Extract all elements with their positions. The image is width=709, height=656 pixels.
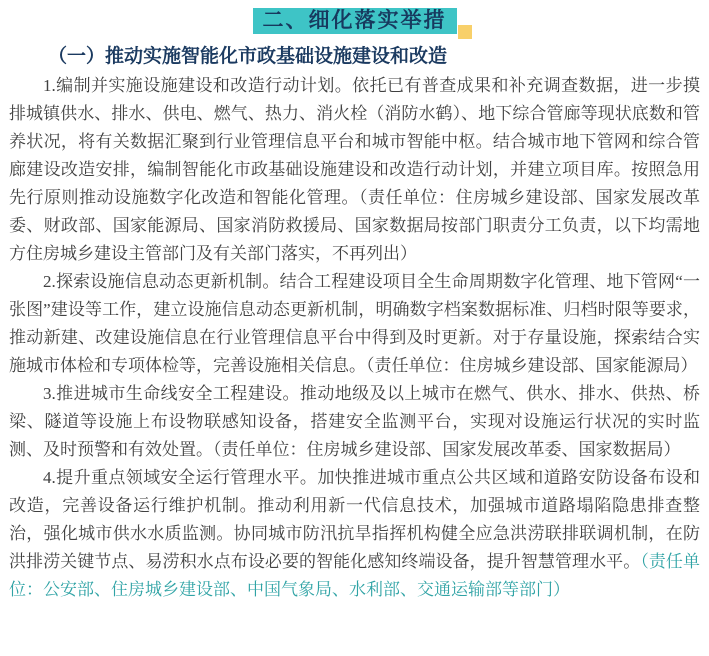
paragraph <box>9 464 700 604</box>
paragraph <box>9 380 700 464</box>
paragraph <box>9 268 700 380</box>
responsible-unit-text: （责任单位：公安部、住房城乡建设部、中国气象局、水利部、交通运输部等部门） <box>9 552 700 599</box>
accent-square-decoration <box>458 25 472 39</box>
section-heading: （一）推动实施智能化市政基础设施建设和改造 <box>48 46 448 67</box>
document-header <box>0 8 709 38</box>
paragraph <box>9 72 700 268</box>
paragraph-text: 2.探索设施信息动态更新机制。结合工程建设项目全生命周期数字化管理、地下管网“一张图”建设等工作，建立设施信息动态更新机制，明确数字档案数据标准、归档时限等要求，推动新建、改建设施信息在行业管理信息平台中得到及时更新。对于存量设施，探索结合实施城市体检和专项体检等，完善设施相关信息。（责任单位：住房城乡建设部、国家能源局） <box>9 272 700 375</box>
paragraph-text: 1.编制并实施设施建设和改造行动计划。依托已有普查成果和补充调查数据，进一步摸排城镇供水、排水、供电、燃气、热力、消火栓（消防水鹤）、地下综合管廊等现状底数和管养状况，将有关数据汇聚到行业管理信息平台和城市智能中枢。结合城市地下管网和综合管廊建设改造安排，编制智能化市政基础设施建设和改造行动计划，并建立项目库。按照急用先行原则推动设施数字化改造和智能化管理。（责任单位：住房城乡建设部、国家发展改革委、财政部、国家能源局、国家消防救援局、国家数据局按部门职责分工负责，以下均需地方住房城乡建设主管部门及有关部门落实，不再列出） <box>9 76 700 263</box>
paragraphs <box>9 72 700 604</box>
paragraph-text: 3.推进城市生命线安全工程建设。推动地级及以上城市在燃气、供水、排水、供热、桥梁、隧道等设施上布设物联感知设备，搭建安全监测平台，实现对设施运行状况的实时监测、及时预警和有效处置。（责任单位：住房城乡建设部、国家发展改革委、国家数据局） <box>9 384 700 459</box>
page-title <box>253 8 457 34</box>
paragraph-text: 4.提升重点领域安全运行管理水平。加快推进城市重点公共区域和道路安防设备布设和改造，完善设备运行维护机制。推动利用新一代信息技术，加强城市道路塌陷隐患排查整治，强化城市供水水质监测。协同城市防汛抗旱指挥机构健全应急洪涝联排联调机制，在防洪排涝关键节点、易涝积水点布设必要的智能化感知终端设备，提升智慧管理水平。 <box>9 468 700 571</box>
page-title-text: 二、细化落实举措 <box>262 9 447 32</box>
